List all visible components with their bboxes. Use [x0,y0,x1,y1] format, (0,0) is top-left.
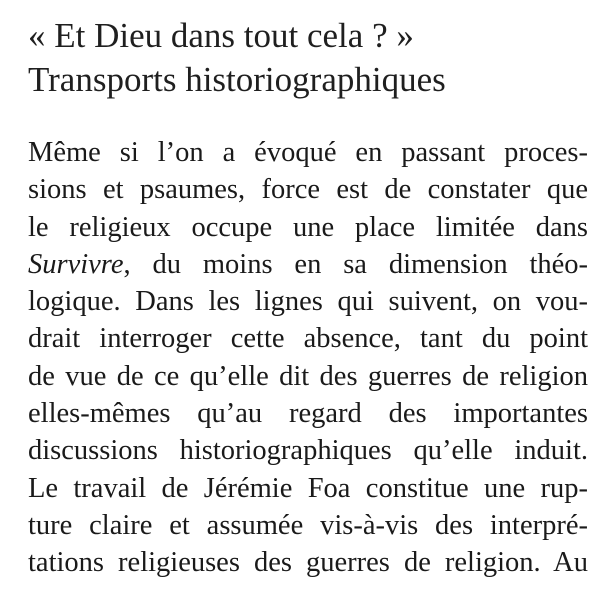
section-heading [28,14,598,102]
paragraph-line: drait interroger cette absence, tant du point [28,323,588,355]
paragraph-line: de vue de ce qu’elle dit des guerres de religion [28,360,588,392]
body-paragraph [28,134,588,582]
paragraph-line: elles-mêmes qu’au regard des importantes [28,398,588,430]
paragraph-line: ture claire et assumée vis-à-vis des interpré- [28,509,588,541]
heading-line-1: « Et Dieu dans tout cela ? » [28,16,414,55]
paragraph-line: Même si l’on a évoqué en passant proces- [28,137,588,168]
title-comma: , [123,248,131,280]
paragraph-line: discussions historiographiques qu’elle induit. [28,435,588,467]
paragraph-line: le religieux occupe une place limitée dans [28,211,588,243]
book-title: Survivre [28,248,124,280]
paragraph-line-with-title [28,246,588,283]
heading-line-2: Transports historiographiques [28,60,446,99]
paragraph-line: logique. Dans les lignes qui suivent, on vou- [28,286,588,318]
paragraph-line: tations religieuses des guerres de religion. Au [28,547,588,579]
paragraph-line: sions et psaumes, force est de constater que [28,174,588,206]
paragraph-line-rest: du moins en sa dimension théo- [152,248,588,280]
paragraph-line: Le travail de Jérémie Foa constitue une rup- [28,472,588,504]
